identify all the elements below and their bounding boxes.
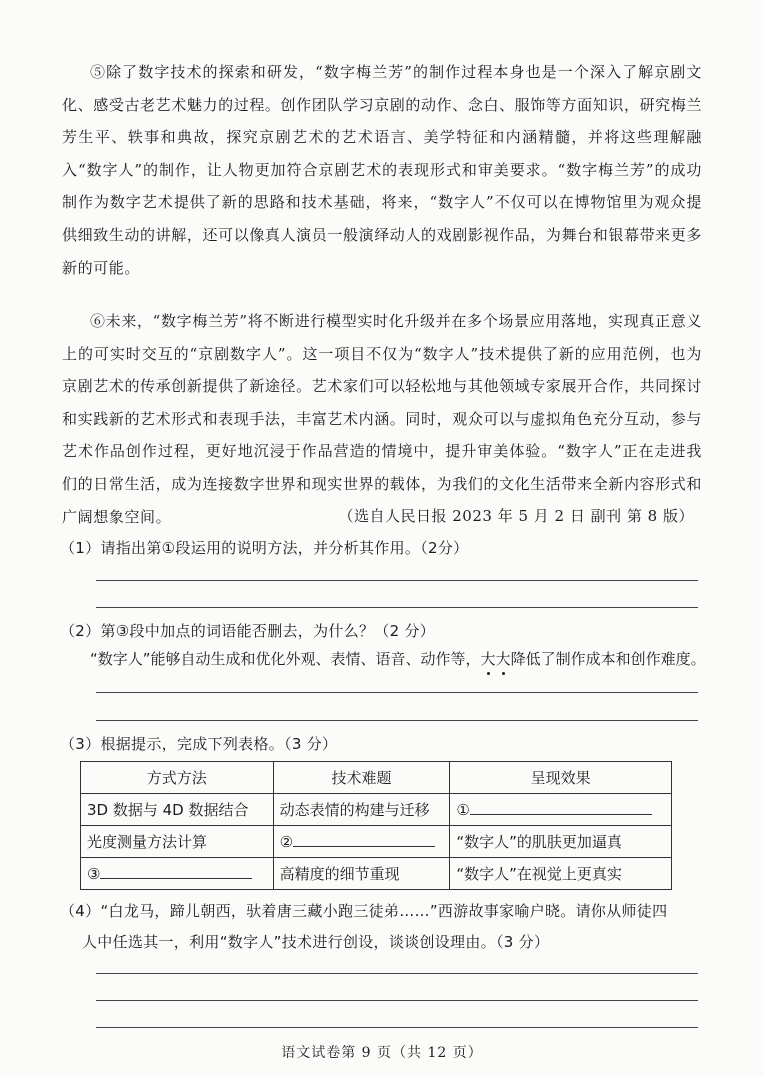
question-3: （3）根据提示，完成下列表格。（3 分） xyxy=(60,735,338,753)
table-cell-blank[interactable] xyxy=(81,858,274,890)
dotted-word: 大 xyxy=(480,650,496,668)
table-cell: 3D 数据与 4D 数据结合 xyxy=(81,794,274,826)
fill-blank[interactable] xyxy=(100,864,252,879)
table-header: 方式方法 xyxy=(81,762,274,794)
fill-blank[interactable] xyxy=(470,800,652,815)
table-header: 技术难题 xyxy=(273,762,450,794)
question-4-line: （4）“白龙马，蹄儿朝西，驮着唐三藏小跑三徒弟……”西游故事家喻户晓。请你从师徒四 xyxy=(60,902,668,920)
blank-number: ① xyxy=(456,801,470,819)
table-cell: “数字人”在视觉上更真实 xyxy=(450,858,672,890)
table-cell-blank[interactable] xyxy=(450,794,672,826)
answer-line[interactable] xyxy=(96,973,698,974)
answer-table xyxy=(80,761,672,890)
question-4-line: 人中任选其一，利用“数字人”技术进行创设，谈谈创设理由。（3 分） xyxy=(82,933,550,951)
table-row xyxy=(81,858,672,890)
answer-line[interactable] xyxy=(96,1027,698,1028)
dotted-word: 大 xyxy=(495,650,511,668)
blank-number: ② xyxy=(279,833,294,851)
fill-blank[interactable] xyxy=(293,832,435,847)
question-1: （1）请指出第①段运用的说明方法，并分析其作用。（2分） xyxy=(60,539,469,557)
table-row xyxy=(81,794,672,826)
source-citation: （选自人民日报 2023 年 5 月 2 日 副刊 第 8 版） xyxy=(338,507,694,525)
table-cell-blank[interactable] xyxy=(273,826,450,858)
sentence-part: 降低了制作成本和创作难度。 xyxy=(510,650,706,668)
answer-line[interactable] xyxy=(96,580,698,581)
question-4 xyxy=(60,896,710,958)
table-row xyxy=(81,826,672,858)
table-header: 呈现效果 xyxy=(450,762,672,794)
answer-line[interactable] xyxy=(96,720,698,721)
page-footer: 语文试卷第 9 页（共 12 页） xyxy=(281,1045,483,1061)
answer-line[interactable] xyxy=(96,1000,698,1001)
paragraph-6: ⑥未来，“数字梅兰芳”将不断进行模型实时化升级并在多个场景应用落地，实现真正意义上的可实时交互的“京剧数字人”。这一项目不仅为“数字人”技术提供了新的应用范例，也为京剧艺术的传承创新提供了新途径。艺术家们可以轻松地与其他领域专家展开合作，共同探讨和实践新的艺术形式和表现手法，丰富艺术内涵。同时，观众可以与虚拟角色充分互动，参与艺术作品创作过程，更好地沉浸于作品营造的情境中，提升审美体验。“数字人”正在走进我们的日常生活，成为连接数字世界和现实世界的载体，为我们的文化生活带来全新内容形式和广阔想象空间。 xyxy=(62,312,702,526)
question-2-sentence xyxy=(90,648,706,669)
answer-line[interactable] xyxy=(96,692,698,693)
table-cell: 动态表情的构建与迁移 xyxy=(273,794,450,826)
sentence-part: “数字人”能够自动生成和优化外观、表情、语音、动作等， xyxy=(90,650,481,668)
table-cell: 高精度的细节重现 xyxy=(273,858,450,890)
paragraph-5: ⑤除了数字技术的探索和研发，“数字梅兰芳”的制作过程本身也是一个深入了解京剧文化、感受古老艺术魅力的过程。创作团队学习京剧的动作、念白、服饰等方面知识，研究梅兰芳生平、轶事和典故，探究京剧艺术的艺术语言、美学特征和内涵精髓，并将这些理解融入“数字人”的制作，让人物更加符合京剧艺术的表现形式和审美要求。“数字梅兰芳”的成功制作为数字艺术提供了新的思路和技术基础，将来，“数字人”不仅可以在博物馆里为观众提供细致生动的讲解，还可以像真人演员一般演绎动人的戏剧影视作品，为舞台和银幕带来更多新的可能。 xyxy=(62,63,702,277)
table-cell: “数字人”的肌肤更加逼真 xyxy=(450,826,672,858)
table-header-row xyxy=(81,762,672,794)
blank-number: ③ xyxy=(87,865,101,883)
question-2: （2）第③段中加点的词语能否删去，为什么？（2 分） xyxy=(60,622,436,640)
answer-line[interactable] xyxy=(96,607,698,608)
table-cell: 光度测量方法计算 xyxy=(81,826,274,858)
